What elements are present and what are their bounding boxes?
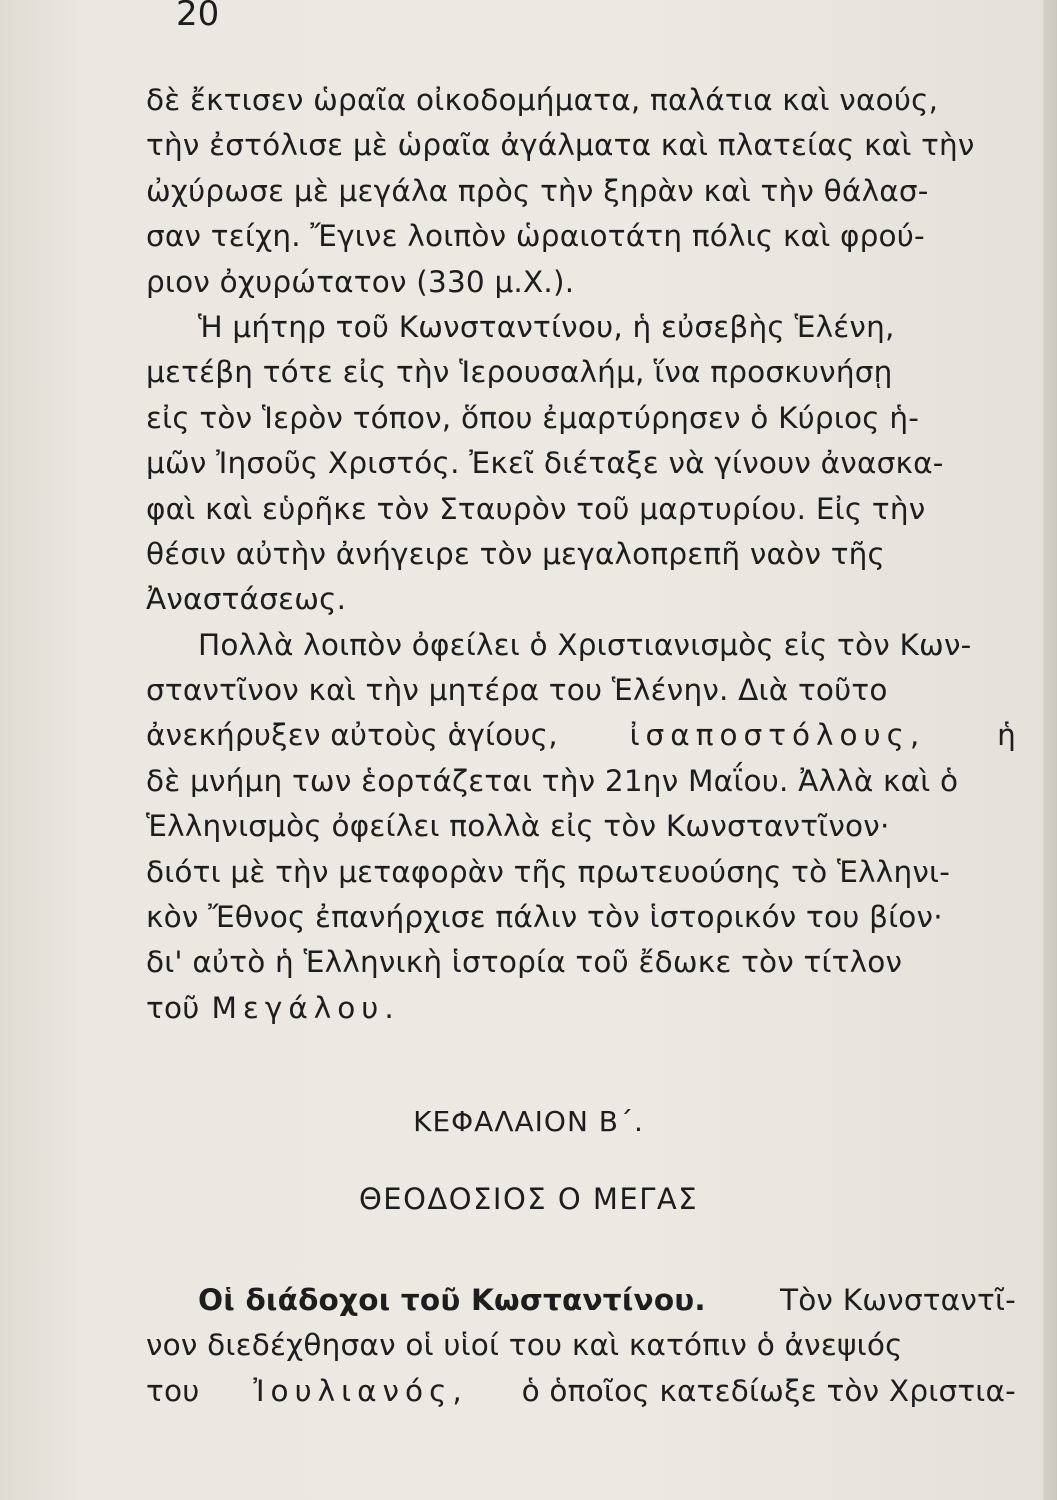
text-line: Ἀναστάσεως. [146,582,347,617]
text-line: σταντῖνον καὶ τὴν μητέρα του Ἑλένην. Διὰ τοῦτο [146,673,888,708]
text-line: δι' αὐτὸ ἡ Ἑλληνικὴ ἱστορία τοῦ ἔδωκε τὸν τίτλον [146,945,903,980]
text-line: Οἱ διάδοχοι τοῦ Κωσταντίνου. Τὸν Κωνσταντῖ- [146,1278,1016,1323]
text-line: διότι μὲ τὴν μεταφορὰν τῆς πρωτευούσης τὸ Ἑλληνι- [146,854,951,889]
text-line: τὴν ἐστόλισε μὲ ὡραῖα ἀγάλματα καὶ πλατείας καὶ τὴν [146,128,975,163]
text-line: του Ἰουλιανός, ὁ ὁποῖος κατεδίωξε τὸν Χριστια- [146,1369,1016,1414]
text-line: δὲ ἔκτισεν ὡραῖα οἰκοδομήματα, παλάτια καὶ ναούς, [146,83,939,117]
text-line: ριον ὀχυρώτατον (330 μ.Χ.). [146,264,575,299]
text-line: φαὶ καὶ εὑρῆκε τὸν Σταυρὸν τοῦ μαρτυρίου. Εἰς τὴν [146,491,926,526]
text-line: κὸν Ἔθνος ἐπανήρχισε πάλιν τὸν ἱστορικόν του βίον· [146,900,943,935]
spaced-emphasis: Ἰουλιανός, [253,1373,468,1408]
text-line: ἀνεκήρυξεν αὐτοὺς ἁγίους, ἰσαποστόλους, ἡ [146,713,1016,758]
section-text [146,1278,1016,1414]
spaced-emphasis: ἰσαποστόλους, [629,718,926,753]
page-number: 20 [176,0,220,34]
text-line: Ἑλληνισμὸς ὀφείλει πολλὰ εἰς τὸν Κωνσταντῖνον· [146,809,890,844]
section-heading: Οἱ διάδοχοι τοῦ Κωσταντίνου. [198,1283,706,1317]
page-body-text [146,78,1016,1031]
text-line: Ἡ μήτηρ τοῦ Κωνσταντίνου, ἡ εὐσεβὴς Ἑλένη, [198,309,895,344]
chapter-label: ΚΕΦΑΛΑΙΟΝ Β΄. [413,1105,644,1138]
text-line: τοῦ Μεγάλου. [146,986,1016,1031]
text-line: Πολλὰ λοιπὸν ὀφείλει ὁ Χριστιανισμὸς εἰς τὸν Κων- [198,627,972,662]
text-line: νον διεδέχθησαν οἱ υἱοί του καὶ κατόπιν ὁ ἀνεψιός [146,1328,903,1363]
text-line: μετέβη τότε εἰς τὴν Ἱερουσαλήμ, ἵνα προσκυνήσῃ [146,355,893,390]
spaced-emphasis: Μεγάλου. [211,990,400,1025]
chapter-title: ΘΕΟΔΟΣΙΟΣ Ο ΜΕΓΑΣ [358,1182,699,1216]
text-line: σαν τείχη. Ἔγινε λοιπὸν ὡραιοτάτη πόλις καὶ φρού- [146,219,925,254]
text-line: μῶν Ἰησοῦς Χριστός. Ἐκεῖ διέταξε νὰ γίνουν ἀνασκα- [146,446,944,481]
page-spine-shadow [1043,0,1057,1500]
text-line: δὲ μνήμη των ἑορτάζεται τὴν 21ην Μαΐου. Ἀλλὰ καὶ ὁ [146,763,959,798]
text-line: θέσιν αὐτὴν ἀνήγειρε τὸν μεγαλοπρεπῆ ναὸν τῆς [146,536,886,571]
text-line: εἰς τὸν Ἱερὸν τόπον, ὅπου ἐμαρτύρησεν ὁ Κύριος ἡ- [146,400,920,435]
text-line: ὠχύρωσε μὲ μεγάλα πρὸς τὴν ξηρὰν καὶ τὴν θάλασ- [146,173,929,208]
